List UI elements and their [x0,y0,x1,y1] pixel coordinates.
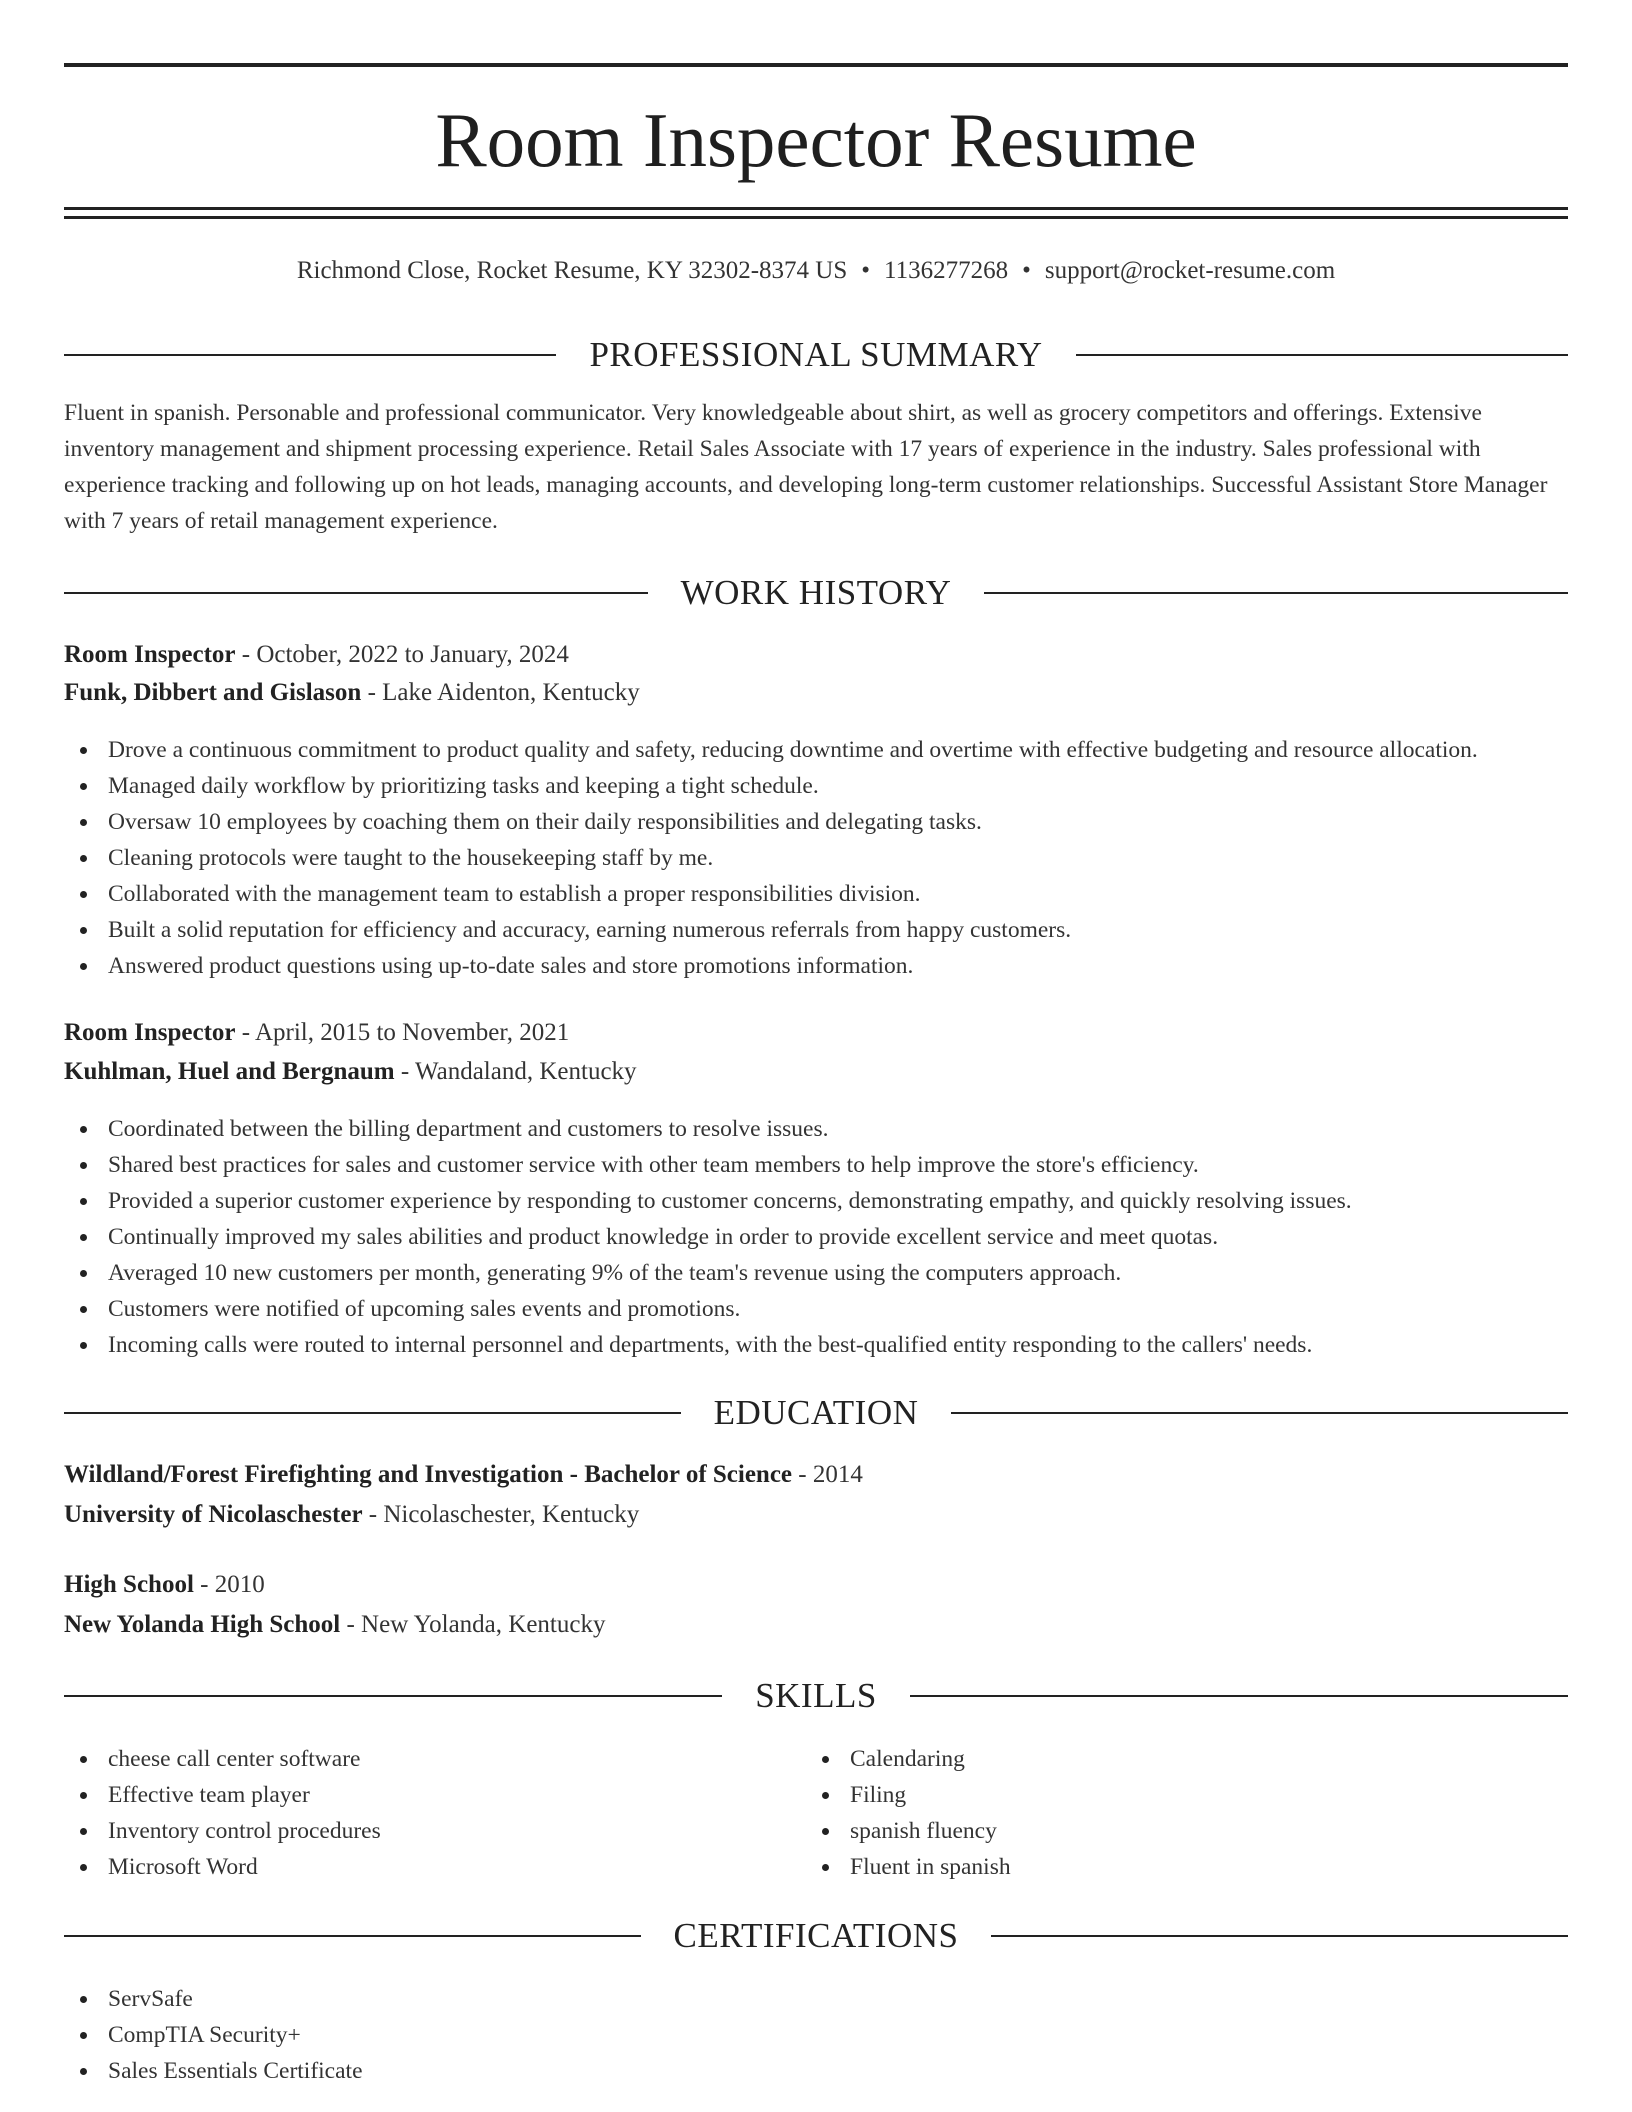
contact-line [64,254,1568,288]
education-school: University of Nicolaschester [64,1501,363,1528]
list-item: Averaged 10 new customers per month, generating 9% of the team's revenue using the computers approach. [64,1255,1352,1291]
list-item: Shared best practices for sales and customer service with other team members to help improve the store's efficiency. [64,1147,1352,1183]
contact-separator: • [1022,257,1031,284]
heading-rule [64,1695,722,1697]
skill-item: Calendaring [806,1741,1011,1777]
skill-item: Inventory control procedures [64,1813,381,1849]
education-location: - New Yolanda, Kentucky [340,1611,606,1638]
list-item: Built a solid reputation for efficiency and accuracy, earning numerous referrals from happy customers. [64,912,1478,948]
job-company: Kuhlman, Huel and Bergnaum [64,1058,395,1085]
summary-text: Fluent in spanish. Personable and professional communicator. Very knowledgeable about shirt, as well as grocery competitors and offerings. Extensive inventory management and shipment processing experience. Retail Sales Associate with 17 years of experience in the industry. Sales professional with experience tracking and following up on hot leads, managing accounts, and developing long-term customer relationships. Successful Assistant Store Manager with 7 years of retail management experience. [64,400,1548,534]
education-school-line [64,1608,605,1642]
title-double-rule [64,207,1568,220]
job-title-line [64,638,569,672]
education-degree: High School [64,1571,194,1598]
certification-item: CompTIA Security+ [64,2017,363,2053]
skill-item: Microsoft Word [64,1849,381,1885]
heading-rule [64,1935,641,1937]
education-year: - 2010 [193,1571,265,1598]
job-location: - Wandaland, Kentucky [394,1058,637,1085]
section-heading-skills [64,1676,1568,1716]
section-title: CERTIFICATIONS [673,1916,959,1955]
list-item: Coordinated between the billing department and customers to resolve issues. [64,1111,1352,1147]
list-item: Incoming calls were routed to internal personnel and departments, with the best-qualified entity responding to the callers' needs. [64,1327,1352,1363]
heading-rule [64,592,648,594]
job-dates: - April, 2015 to November, 2021 [235,1019,570,1046]
list-item: Oversaw 10 employees by coaching them on their daily responsibilities and delegating tasks. [64,804,1478,840]
job-company-line [64,1055,637,1089]
skills-list-right [806,1741,1011,1885]
contact-separator: • [861,257,871,284]
skills-list-left [64,1741,381,1885]
section-heading-work-history [64,573,1568,613]
list-item: Continually improved my sales abilities and product knowledge in order to provide excellent service and meet quotas. [64,1219,1352,1255]
skill-item: Filing [806,1777,1011,1813]
education-school: New Yolanda High School [64,1611,341,1638]
section-title: EDUCATION [713,1393,919,1432]
section-title: PROFESSIONAL SUMMARY [589,335,1043,374]
certification-item: ServSafe [64,1981,363,2017]
job-location: - Lake Aidenton, Kentucky [361,679,640,706]
job-duties-list [64,732,1478,984]
list-item: Cleaning protocols were taught to the housekeeping staff by me. [64,840,1478,876]
section-heading-education [64,1393,1568,1433]
education-school-line [64,1498,639,1532]
page-title: Room Inspector Resume [435,97,1197,183]
heading-rule [910,1695,1568,1697]
heading-rule [64,354,556,356]
list-item: Provided a superior customer experience by responding to customer concerns, demonstrating empathy, and quickly resolving issues. [64,1183,1352,1219]
education-location: - Nicolaschester, Kentucky [362,1501,640,1528]
section-title: SKILLS [755,1676,877,1715]
education-degree-line [64,1568,265,1602]
top-rule [64,63,1568,67]
job-title-line [64,1016,569,1050]
heading-rule [984,592,1568,594]
list-item: Drove a continuous commitment to product quality and safety, reducing downtime and overtime with effective budgeting and resource allocation. [64,732,1478,768]
job-dates: - October, 2022 to January, 2024 [235,641,569,668]
job-title: Room Inspector [64,1019,236,1046]
skill-item: Fluent in spanish [806,1849,1011,1885]
list-item: Answered product questions using up-to-date sales and store promotions information. [64,948,1478,984]
job-duties-list [64,1111,1352,1363]
job-company: Funk, Dibbert and Gislason [64,679,362,706]
job-company-line [64,676,640,710]
skill-item: cheese call center software [64,1741,381,1777]
contact-address: Richmond Close, Rocket Resume, KY 32302-8374 US [296,257,848,284]
contact-email: support@rocket-resume.com [1044,257,1336,284]
list-item: Customers were notified of upcoming sales events and promotions. [64,1291,1352,1327]
list-item: Collaborated with the management team to establish a proper responsibilities division. [64,876,1478,912]
section-heading-summary [64,335,1568,375]
certification-item: Sales Essentials Certificate [64,2053,363,2089]
education-year: - 2014 [792,1461,863,1488]
heading-rule [991,1935,1568,1937]
section-heading-certifications [64,1916,1568,1956]
certifications-list [64,1981,363,2089]
heading-rule [64,1412,681,1414]
contact-phone: 1136277268 [884,257,1009,284]
skill-item: spanish fluency [806,1813,1011,1849]
job-title: Room Inspector [64,641,236,668]
education-degree-line [64,1458,863,1492]
skill-item: Effective team player [64,1777,381,1813]
heading-rule [1076,354,1568,356]
list-item: Managed daily workflow by prioritizing tasks and keeping a tight schedule. [64,768,1478,804]
section-title: WORK HISTORY [680,573,952,612]
education-degree: Wildland/Forest Firefighting and Investigation - Bachelor of Science [64,1461,793,1488]
heading-rule [951,1412,1568,1414]
